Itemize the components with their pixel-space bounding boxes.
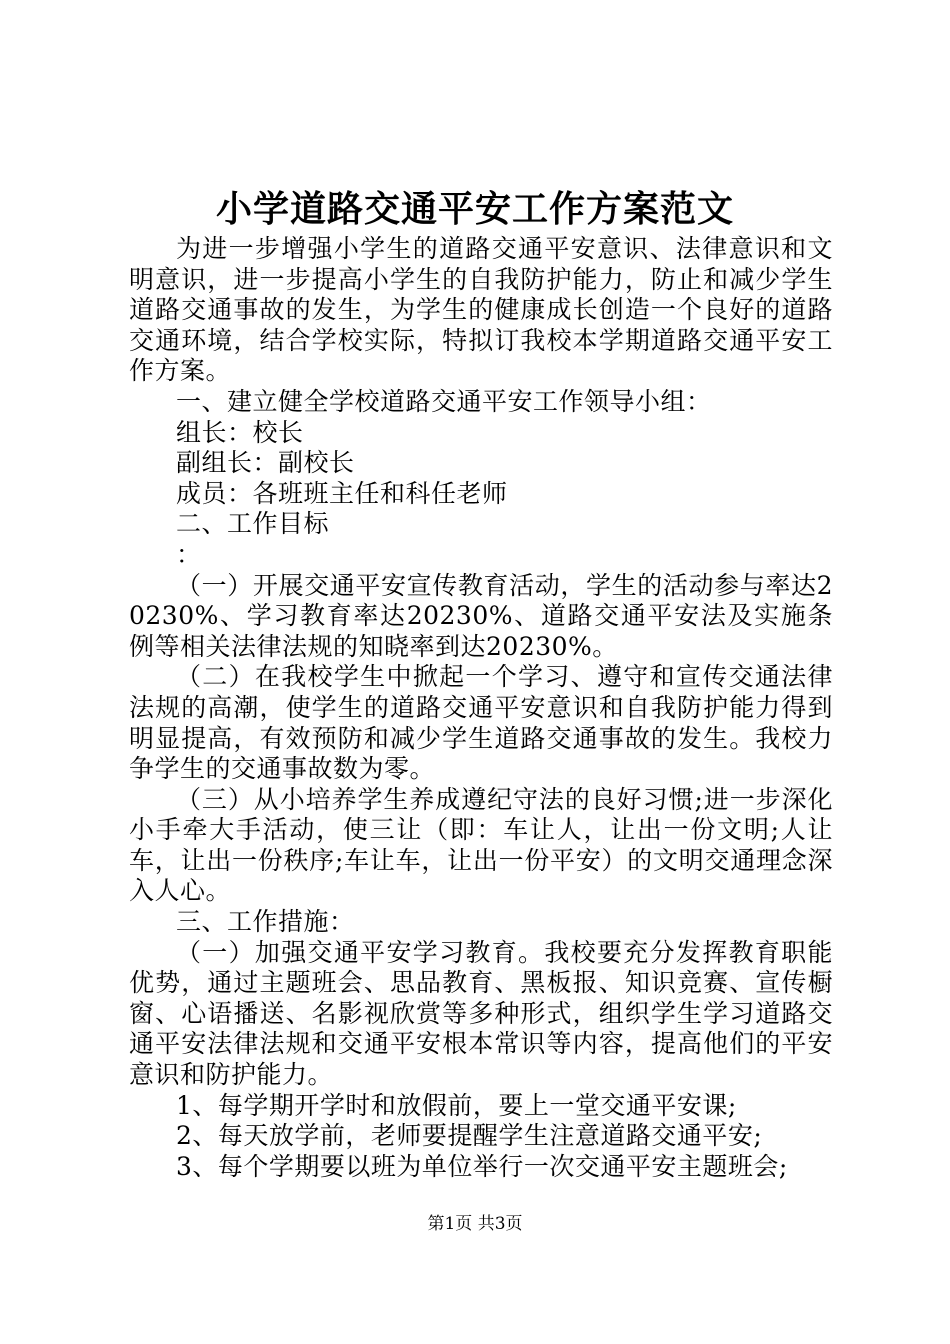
- intro-paragraph: 为进一步增强小学生的道路交通平安意识、法律意识和文明意识，进一步提高小学生的自我防护能力，防止和减少学生道路交通事故的发生，为学生的健康成长创造一个良好的道路交通环境，结合学校实际，特拟订我校本学期道路交通平安工作方案。: [129, 234, 833, 386]
- goal-paragraph-2: （二）在我校学生中掀起一个学习、遵守和宣传交通法律法规的高潮，使学生的道路交通平安意识和自我防护能力得到明显提高，有效预防和减少学生道路交通事故的发生。我校力争学生的交通事故数为零。: [129, 662, 833, 784]
- section-heading-2: 二、工作目标: [176, 509, 330, 539]
- measure-paragraph-1: （一）加强交通平安学习教育。我校要充分发挥教育职能优势，通过主题班会、思品教育、黑板报、知识竞赛、宣传橱窗、心语播送、名影视欣赏等多种形式，组织学生学习道路交通平安法律法规和交通平安根本常识等内容，提高他们的平安意识和防护能力。: [129, 937, 833, 1090]
- measure-item-2: 2、每天放学前，老师要提醒学生注意道路交通平安;: [176, 1121, 763, 1151]
- goal-paragraph-1: （一）开展交通平安宣传教育活动，学生的活动参与率达20230%、学习教育率达20230%、道路交通平安法及实施条例等相关法律法规的知晓率到达20230%。: [129, 570, 833, 661]
- measure-item-3: 3、每个学期要以班为单位举行一次交通平安主题班会;: [176, 1151, 788, 1181]
- document-title: 小学道路交通平安工作方案范文: [215, 188, 734, 230]
- deputy-leader-line: 副组长：副校长: [176, 448, 355, 478]
- page-footer: 第1页 共3页: [427, 1214, 523, 1234]
- leader-line: 组长：校长: [176, 417, 304, 447]
- members-line: 成员：各班班主任和科任老师: [176, 478, 508, 508]
- section-heading-1: 一、建立健全学校道路交通平安工作领导小组：: [176, 386, 712, 416]
- colon-line: ：: [176, 539, 202, 569]
- section-heading-3: 三、工作措施：: [176, 907, 355, 937]
- goal-paragraph-3: （三）从小培养学生养成遵纪守法的良好习惯;进一步深化小手牵大手活动，使三让（即：车让人，让出一份文明;人让车，让出一份秩序;车让车，让出一份平安）的文明交通理念深入人心。: [129, 784, 833, 906]
- document-body: [129, 234, 833, 1182]
- measure-item-1: 1、每学期开学时和放假前，要上一堂交通平安课;: [176, 1090, 737, 1120]
